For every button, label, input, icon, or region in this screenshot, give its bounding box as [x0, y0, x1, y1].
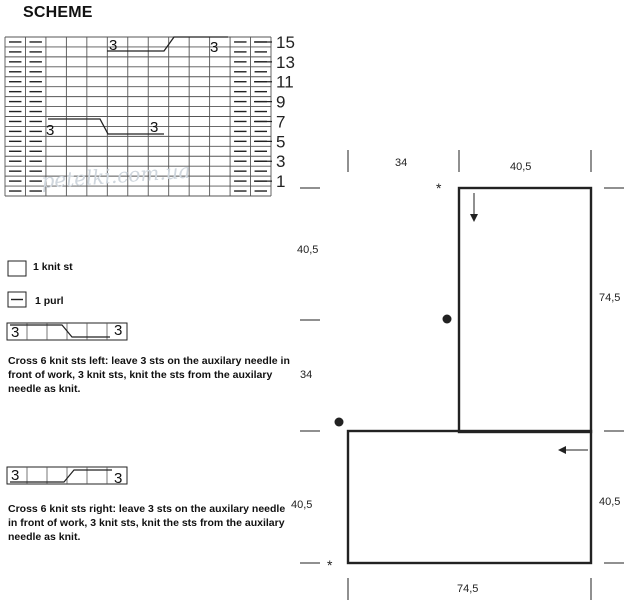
row-number: 9 [276, 92, 286, 112]
watermark-text: petelki.com.ua [40, 158, 192, 193]
row-number: 15 [276, 32, 295, 52]
legend-purl-label: 1 purl [35, 295, 64, 307]
dim-left-middle: 34 [300, 369, 313, 381]
legend-cross-right-text: Cross 6 knit sts right: leave 3 sts on the auxilary needle in front of work, 3 knit sts, knit the sts from the auxilary needle as knit. [8, 503, 286, 543]
row-number: 1 [276, 172, 286, 192]
legend-cross-left-count: 3 [11, 324, 20, 341]
marker-dot [335, 418, 344, 427]
dim-right-lower: 40,5 [599, 496, 621, 508]
legend-cross-right-symbol [7, 467, 127, 484]
start-star: * [327, 557, 333, 573]
row-number: 3 [276, 152, 286, 172]
legend-knit-symbol [8, 261, 26, 276]
start-star: * [436, 180, 442, 196]
page-title: SCHEME [23, 4, 93, 21]
row-number: 7 [276, 112, 286, 132]
pattern-shape [348, 188, 591, 563]
legend-cross-right-count: 3 [114, 470, 123, 487]
chart-cable-count: 3 [150, 119, 159, 136]
dim-right-upper: 74,5 [599, 292, 621, 304]
legend-cross-left-text: Cross 6 knit sts left: leave 3 sts on the auxilary needle in front of work, 3 knit sts, knit the sts from the auxilary needle as knit. [8, 355, 290, 395]
chart-cable-count: 3 [210, 39, 219, 56]
dim-top-right: 40,5 [510, 161, 532, 173]
marker-dot [443, 315, 452, 324]
legend-knit-label: 1 knit st [33, 261, 73, 273]
dim-top-left: 34 [395, 157, 408, 169]
dim-left-lower: 40,5 [291, 499, 313, 511]
chart-row-numbers [276, 33, 295, 191]
legend-cross-right-count: 3 [11, 467, 20, 484]
row-number: 11 [276, 72, 294, 92]
dim-left-upper: 40,5 [297, 244, 319, 256]
chart-cable-count: 3 [46, 122, 55, 139]
legend-cross-left-symbol [7, 323, 127, 340]
direction-arrow-left [558, 446, 588, 454]
legend-cross-left-count: 3 [114, 322, 123, 339]
row-number: 5 [276, 132, 286, 152]
row-number: 13 [276, 52, 295, 72]
dim-bottom: 74,5 [457, 583, 479, 595]
chart-cable-count: 3 [109, 37, 118, 54]
direction-arrow-down [470, 193, 478, 222]
